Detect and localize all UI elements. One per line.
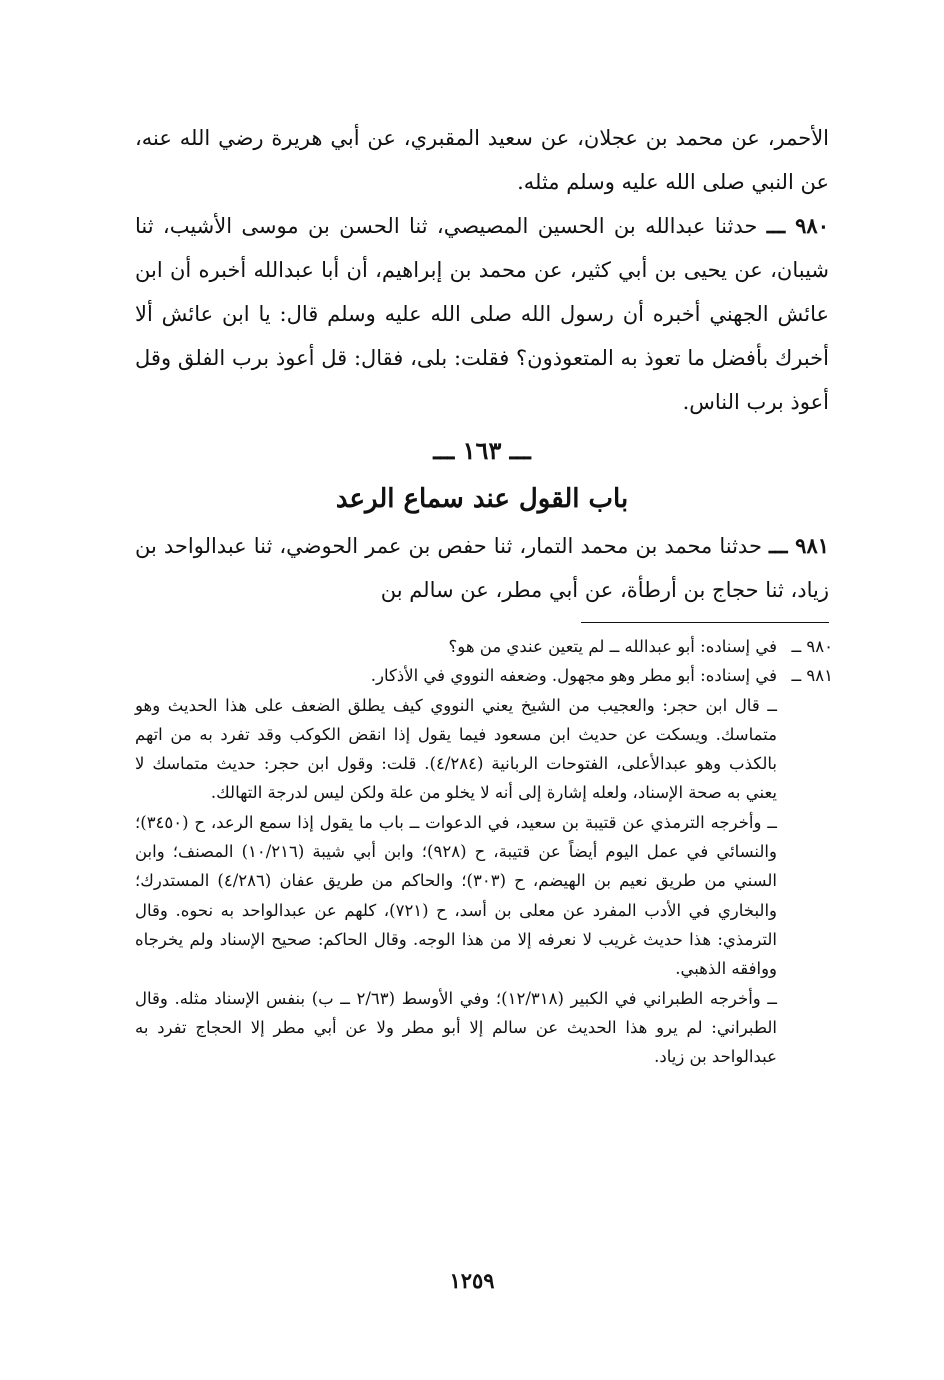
- footnote-paragraph: ــ وأخرجه الترمذي عن قتيبة بن سعيد، في الدعوات ــ باب ما يقول إذا سمع الرعد، ح (٣٤٥٠)؛ والنسائي في عمل اليوم أيضاً عن قتيبة، ح (٩٢٨)؛ وابن أبي شيبة (١٠/٢١٦) المصنف؛ وابن السني من طريق نعيم بن الهيضم، ح (٣٠٣)؛ والحاكم من طريق عفان (٤/٢٨٦) المستدرك؛ والبخاري في الأدب المفرد عن معلى بن أسد، ح (٧٢١)، كلهم عن عبدالواحد به نحوه. وقال الترمذي: هذا حديث غريب لا نعرفه إلا من هذا الوجه. وقال الحاكم: صحيح الإسناد ولم يخرجاه ووافقه الذهبي.: [135, 812, 778, 979]
- footnote-paragraph: ــ قال ابن حجر: والعجيب من الشيخ يعني النووي كيف يطلق الضعف على هذا الحديث وهو متماسك. ويسكت عن حديث ابن مسعود فيما يقول إذا انقض الكوكب وقد تفرد به من اتهم بالكذب وهو عبدالأعلى، الفتوحات الربانية (٤/٢٨٤). قلت: وقول ابن حجر: حديث متماسك لا يعني به صحة الإسناد، ولعله إشارة إلى أنه لا يخلو من علة ولكن ليس لدرجة التهالك.: [135, 695, 777, 803]
- page-number: ١٢٥٩: [449, 1268, 495, 1293]
- footnote-text: في إسناده: أبو مطر وهو مجهول. وضعفه النووي في الأذكار.: [370, 666, 777, 686]
- footnotes: [135, 632, 833, 1071]
- hadith-text: حدثنا عبدالله بن الحسين المصيصي، ثنا الحسن بن موسى الأشيب، ثنا شيبان، عن يحيى بن أبي كثير، عن محمد بن إبراهيم، أن أبا عبدالله أخبره أن ابن عائش الجهني أخبره أن رسول الله صلى الله عليه وسلم قال: يا ابن عائش ألا أخبرك بأفضل ما تعوذ به المتعوذون؟ فقلت: بلى، فقال: قل أعوذ برب الفلق وقل أعوذ برب الناس.: [135, 214, 829, 414]
- main-text: [135, 116, 829, 612]
- footnote-divider: [581, 622, 829, 623]
- hadith-number: ٩٨٠ ـــ: [766, 213, 829, 238]
- hadith-981: [135, 524, 829, 612]
- section-title: باب القول عند سماع الرعد: [335, 484, 629, 514]
- hadith-number: ٩٨١ ـــ: [769, 533, 830, 558]
- footnote-text: في إسناده: أبو عبدالله ــ لم يتعين عندي من هو؟: [448, 637, 777, 656]
- hadith-text: حدثنا محمد بن محمد التمار، ثنا حفص بن عمر الحوضي، ثنا عبدالواحد بن زياد، ثنا حجاج بن أرطأة، عن أبي مطر، عن سالم بن: [135, 534, 829, 602]
- footnote-980: [135, 632, 833, 661]
- footnote-label: ٩٨٠ ــ: [791, 637, 833, 656]
- footnote-981: [135, 661, 833, 690]
- intro-paragraph: الأحمر، عن محمد بن عجلان، عن سعيد المقبري، عن أبي هريرة رضي الله عنه، عن النبي صلى الله عليه وسلم مثله.: [135, 126, 829, 194]
- hadith-980: [135, 204, 829, 424]
- footnote-paragraph: ــ وأخرجه الطبراني في الكبير (١٢/٣١٨)؛ وفي الأوسط (٢/٦٣ ــ ب) بنفس الإسناد مثله. وقال الطبراني: لم يرو هذا الحديث عن سالم إلا أبو مطر ولا عن أبي مطر إلا الحجاج تفرد به عبدالواحد بن زياد.: [135, 988, 777, 1067]
- section-number: ـــ ١٦٣ ـــ: [433, 436, 531, 465]
- footnote-label: ٩٨١ ــ: [791, 666, 833, 686]
